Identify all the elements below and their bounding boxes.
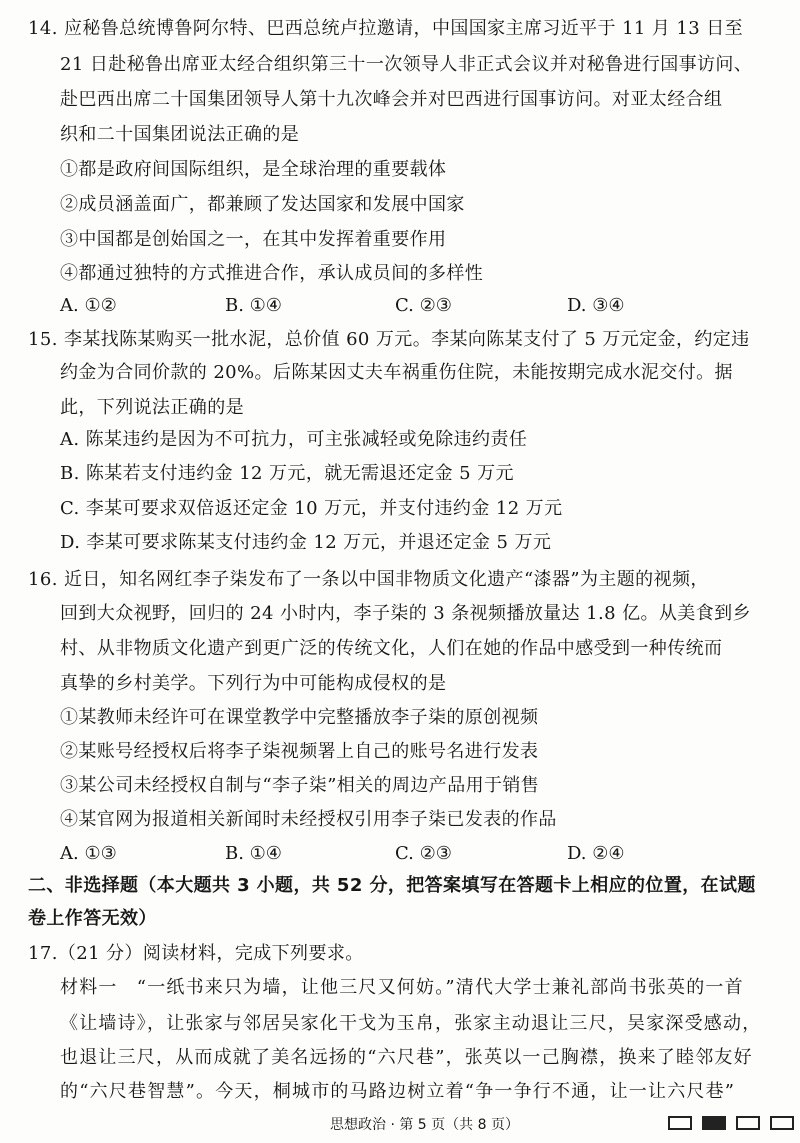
q17-material-line-1: 材料一 “一纸书来只为墙，让他三尺又何妨。”清代大学士兼礼部尚书张英的一首 [60, 977, 744, 998]
page-number: 思想政治 · 第 5 页（共 8 页） [330, 1117, 519, 1133]
q15-option-d: D. 李某可要求陈某支付违约金 12 万元，并退还定金 5 万元 [60, 532, 552, 553]
q16-option-b: B. ①④ [225, 843, 282, 864]
q16-statement-4: ④某官网为报道相关新闻时未经授权引用李子柒已发表的作品 [60, 809, 557, 830]
q17-header: 17.（21 分）阅读材料，完成下列要求。 [28, 943, 364, 964]
q14-line-3: 赴巴西出席二十国集团领导人第十九次峰会并对巴西进行国事访问。对亚太经合组 [60, 89, 723, 110]
q14-statement-3: ③中国都是创始国之一，在其中发挥着重要作用 [60, 229, 447, 250]
page-box-empty [668, 1116, 692, 1130]
q15-line-2: 约金为合同价款的 20%。后陈某因丈夫车祸重伤住院，未能按期完成水泥交付。据 [60, 362, 733, 383]
q16-option-d: D. ②④ [567, 843, 625, 864]
q14-option-b: B. ①④ [225, 295, 282, 316]
q16-statement-2: ②某账号经授权后将李子柒视频署上自己的账号名进行发表 [60, 741, 539, 762]
q15-line-3: 此，下列说法正确的是 [60, 397, 244, 418]
q14-statement-2: ②成员涵盖面广，都兼顾了发达国家和发展中国家 [60, 194, 465, 215]
q15-option-c: C. 李某可要求双倍返还定金 10 万元，并支付违约金 12 万元 [60, 498, 563, 519]
page-box-empty [770, 1116, 794, 1130]
q14-line-4: 织和二十国集团说法正确的是 [60, 124, 300, 145]
q16-statement-1: ①某教师未经许可在课堂教学中完整播放李子柒的原创视频 [60, 707, 539, 728]
q15-option-a: A. 陈某违约是因为不可抗力，可主张减轻或免除违约责任 [60, 429, 528, 450]
q17-material-line-2: 《让墙诗》，让张家与邻居吴家化干戈为玉帛，张家主动退让三尺，吴家深受感动， [60, 1013, 762, 1034]
section-2-line-1: 二、非选择题（本大题共 3 小题，共 52 分，把答案填写在答题卡上相应的位置，在试题 [28, 875, 756, 896]
q14-line-2: 21 日赴秘鲁出席亚太经合组织第三十一次领导人非正式会议并对秘鲁进行国事访问、 [60, 54, 753, 75]
section-2-line-2: 卷上作答无效） [28, 908, 157, 929]
q14-statement-4: ④都通过独特的方式推进合作，承认成员间的多样性 [60, 263, 484, 284]
q16-line-3: 村、从非物质文化遗产到更广泛的传统文化，人们在她的作品中感受到一种传统而 [60, 638, 723, 659]
q14-line-1: 14. 应秘鲁总统博鲁阿尔特、巴西总统卢拉邀请，中国国家主席习近平于 11 月 13 日至 [28, 18, 744, 39]
q17-material-line-3: 也退让三尺，从而成就了美名远扬的“六尺巷”，张英以一己胸襟，换来了睦邻友好 [60, 1047, 753, 1068]
q16-option-a: A. ①③ [60, 843, 117, 864]
q16-line-4: 真挚的乡村美学。下列行为中可能构成侵权的是 [60, 673, 447, 694]
q14-option-d: D. ③④ [567, 295, 625, 316]
page-box-filled [702, 1116, 726, 1130]
q16-line-2: 回到大众视野，回归的 24 小时内，李子柒的 3 条视频播放量达 1.8 亿。从美食到乡 [60, 603, 751, 624]
page-box-empty [736, 1116, 760, 1130]
page-footer [0, 1110, 800, 1138]
q15-option-b: B. 陈某若支付违约金 12 万元，就无需退还定金 5 万元 [60, 463, 514, 484]
q14-option-c: C. ②③ [395, 295, 452, 316]
q16-statement-3: ③某公司未经授权自制与“李子柒”相关的周边产品用于销售 [60, 775, 540, 796]
q15-line-1: 15. 李某找陈某购买一批水泥，总价值 60 万元。李某向陈某支付了 5 万元定金，约定违 [28, 329, 750, 350]
q16-option-c: C. ②③ [395, 843, 452, 864]
q17-material-line-4: 的“六尺巷智慧”。今天，桐城市的马路边树立着“争一争行不通，让一让六尺巷” [60, 1081, 736, 1102]
q14-statement-1: ①都是政府间国际组织，是全球治理的重要载体 [60, 159, 447, 180]
q14-option-a: A. ①② [60, 295, 117, 316]
q16-line-1: 16. 近日，知名网红李子柒发布了一条以中国非物质文化遗产“漆器”为主题的视频， [28, 569, 709, 590]
